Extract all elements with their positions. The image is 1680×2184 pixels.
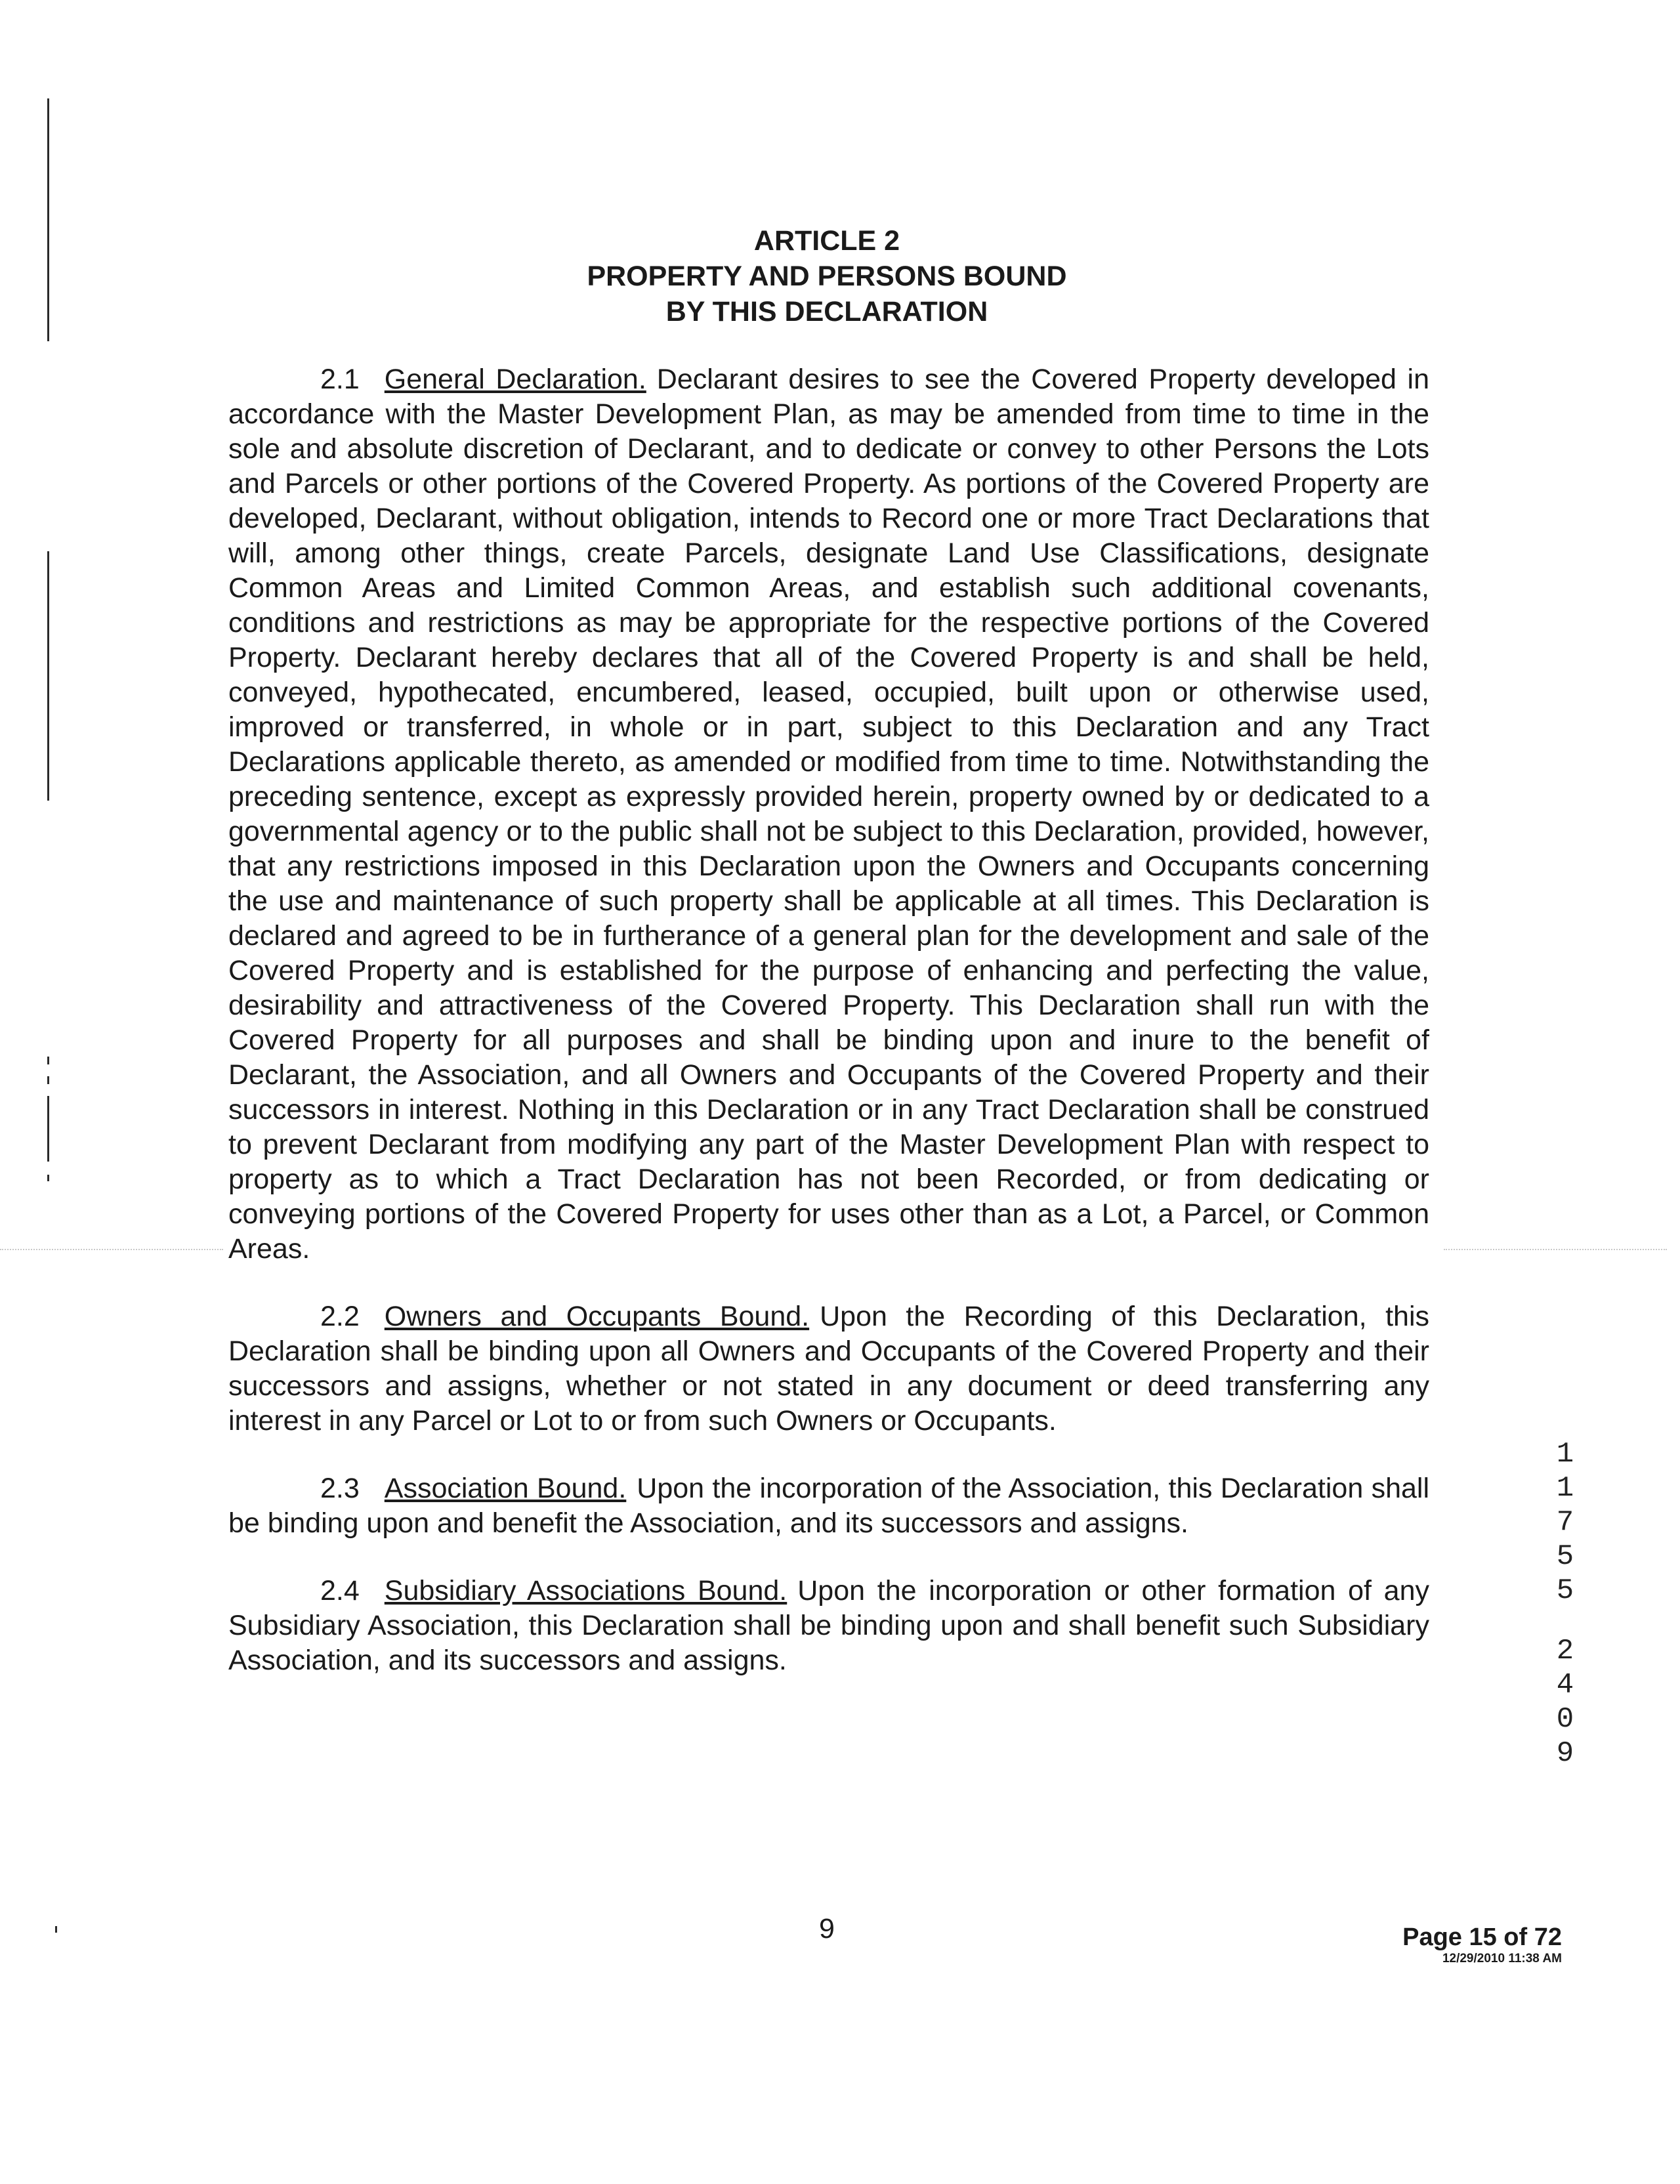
stamp-digit: 7: [1556, 1506, 1574, 1539]
scan-margin-line: [47, 98, 49, 341]
section-title: Subsidiary Associations Bound.: [384, 1575, 788, 1606]
section-title: Association Bound.: [384, 1473, 627, 1504]
stamp-digit: 0: [1556, 1703, 1574, 1736]
article-heading: [223, 223, 1431, 329]
stamp-digit: 4: [1556, 1669, 1574, 1702]
scan-margin-line: [47, 1057, 49, 1064]
recording-timestamp: 12/29/2010 11:38 AM: [1442, 1952, 1562, 1965]
section-title: Owners and Occupants Bound.: [384, 1301, 810, 1332]
section-title: General Declaration.: [384, 364, 646, 395]
recorder-footer: [1339, 1923, 1562, 1966]
stamp-digit: 2: [1556, 1635, 1574, 1668]
section-text: Upon the Recording of this Declaration, this Declaration shall be binding upon all Owners and Occupants of the Covered Property and their successors and assigns, whether or not stated in any document or deed transferring any interest in any Parcel or Lot to or from such Owners or Occupants.: [228, 1301, 1429, 1437]
article-title-line1: PROPERTY AND PERSONS BOUND: [587, 261, 1067, 292]
scan-margin-line: [47, 551, 49, 801]
scan-margin-line: [55, 1926, 57, 1933]
section-number: 2.2: [320, 1301, 360, 1332]
stamp-digit: 5: [1556, 1574, 1574, 1607]
stamp-gap: [1552, 1608, 1578, 1634]
scan-margin-line: [47, 1076, 49, 1084]
section-2-3: [228, 1471, 1429, 1541]
stamp-digit: 1: [1556, 1438, 1574, 1471]
section-text: Upon the incorporation or other formation of any Subsidiary Association, this Declaration shall be binding upon and shall benefit such Subsidiary Association, and its successors and assigns.: [228, 1575, 1429, 1676]
section-text: Declarant desires to see the Covered Property developed in accordance with the Master Development Plan, as may be amended from time to time in the sole and absolute discretion of Declarant, and to dedicate or convey to other Persons the Lots and Parcels or other portions of the Covered Property. As portions of the Covered Property are developed, Declarant, without obligation, intends to Record one or more Tract Declarations that will, among other things, create Parcels, designate Land Use Classifications, designate Common Areas and Limited Common Areas, and establish such additional covenants, conditions and restrictions as may be appropriate for the respective portions of the Covered Property. Declarant hereby declares that all of the Covered Property is and shall be held, conveyed, hypothecated, encumbered, leased, occupied, built upon or otherwise used, improved or transferred, in whole or in part, subject to this Declaration and any Tract Declarations applicable thereto, as amended or modified from time to time. Notwithstanding the preceding sentence, except as expressly provided herein, property owned by or dedicated to a governmental agency or to the public shall not be subject to this Declaration, provided, however, that any restrictions imposed in this Declaration upon the Owners and Occupants concerning the use and maintenance of such property shall be applicable at all times. This Declaration is declared and agreed to be in furtherance of a general plan for the development and sale of the Covered Property and is established for the purpose of enhancing and perfecting the value, desirability and attractiveness of the Covered Property. This Declaration shall run with the Covered Property for all purposes and shall be binding upon and inure to the benefit of Declarant, the Association, and all Owners and Occupants of the Covered Property and their successors in interest. Nothing in this Declaration or in any Tract Declaration shall be construed to prevent Declarant from modifying any part of the Master Development Plan with respect to property as to which a Tract Declaration has not been Recorded, or from dedicating or conveying portions of the Covered Property for uses other than as a Lot, a Parcel, or Common Areas.: [228, 364, 1430, 1265]
stamp-digit: 1: [1556, 1472, 1574, 1505]
section-text: Upon the incorporation of the Association, this Declaration shall be binding upon and benefit the Association, and its successors and assigns.: [228, 1473, 1430, 1539]
section-2-1: [228, 362, 1429, 1267]
section-number: 2.3: [320, 1473, 360, 1504]
scan-margin-line: [47, 1175, 49, 1181]
article-number: ARTICLE 2: [753, 225, 900, 257]
page-number: 9: [819, 1913, 835, 1944]
stamp-digit: 5: [1556, 1540, 1574, 1573]
section-2-2: [228, 1299, 1429, 1438]
section-number: 2.4: [320, 1575, 360, 1606]
scan-fold-line: [0, 1249, 223, 1250]
scan-margin-line: [47, 1096, 49, 1162]
article-title-line2: BY THIS DECLARATION: [665, 296, 988, 327]
article-body: [228, 362, 1429, 1711]
recording-number-stamp: [1552, 1437, 1578, 1771]
section-number: 2.1: [320, 364, 360, 395]
section-2-4: [228, 1574, 1429, 1678]
stamp-digit: 9: [1556, 1737, 1574, 1770]
page-count-label: Page 15 of 72: [1402, 1923, 1562, 1951]
scan-fold-line: [1444, 1249, 1667, 1250]
